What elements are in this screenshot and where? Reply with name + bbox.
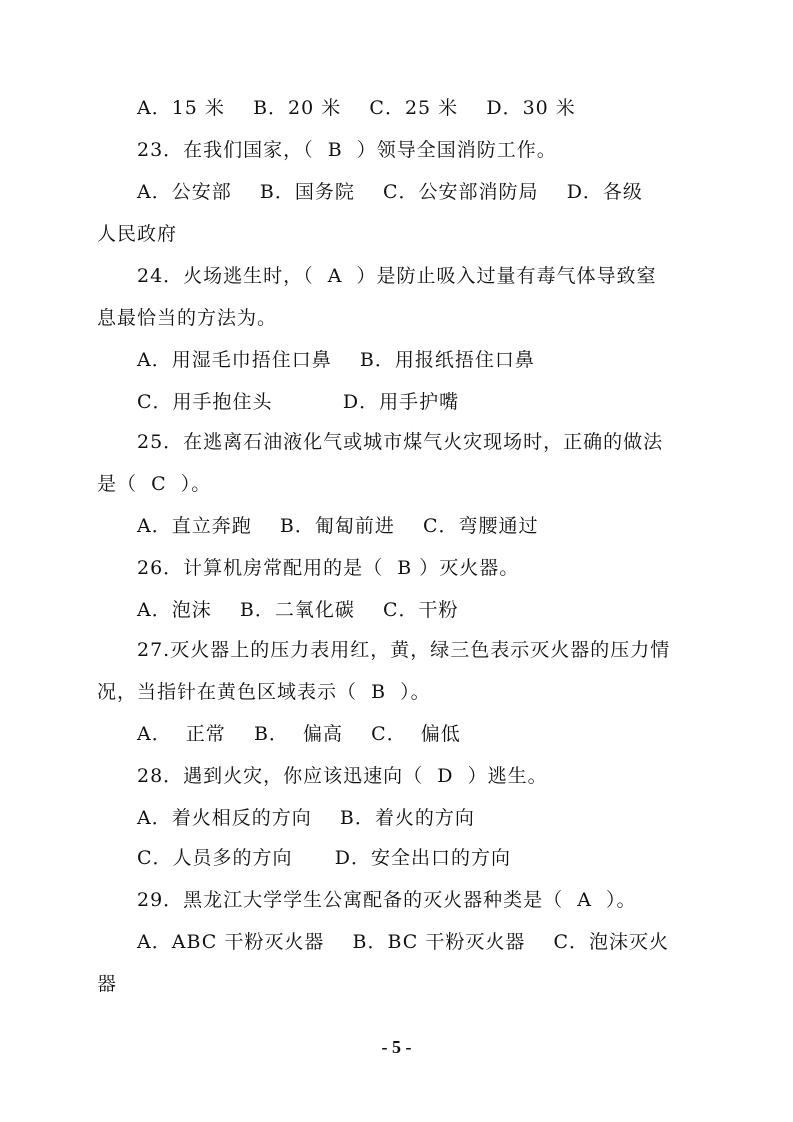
q28-question: 28．遇到火灾，你应该迅速向（ D ）逃生。 — [137, 765, 548, 787]
q25-options: A．直立奔跑 B．匍匐前进 C．弯腰通过 — [137, 515, 539, 537]
q25-question: 25．在逃离石油液化气或城市煤气火灾现场时，正确的做法 — [137, 431, 664, 453]
q24-options-ab: A．用湿毛巾捂住口鼻 B．用报纸捂住口鼻 — [137, 349, 535, 371]
q28-options-cd: C．人员多的方向 D．安全出口的方向 — [137, 847, 512, 869]
q23-options: A．公安部 B．国务院 C．公安部消防局 D．各级 — [137, 181, 643, 203]
q27-question-cont: 况，当指针在黄色区域表示（ B ）。 — [97, 681, 431, 703]
q22-options: A．15 米 B．20 米 C．25 米 D．30 米 — [137, 97, 576, 119]
q23-options-cont: 人民政府 — [97, 223, 178, 245]
q28-options-ab: A．着火相反的方向 B．着火的方向 — [137, 807, 475, 829]
q29-question: 29．黑龙江大学学生公寓配备的灭火器种类是（ A ）。 — [137, 889, 637, 911]
q25-question-cont: 是（ C ）。 — [97, 473, 212, 495]
q29-options: A．ABC 干粉灭火器 B．BC 干粉灭火器 C．泡沫灭火 — [137, 931, 670, 953]
q26-question: 26．计算机房常配用的是（ B ）灭火器。 — [137, 557, 520, 579]
q29-options-cont: 器 — [97, 973, 118, 995]
q23-question: 23．在我们国家，（ B ）领导全国消防工作。 — [137, 139, 557, 161]
q24-question: 24．火场逃生时，（ A ）是防止吸入过量有毒气体导致窒 — [137, 265, 657, 287]
q27-question: 27.灭火器上的压力表用红，黄，绿三色表示灭火器的压力情 — [137, 639, 671, 661]
page-number: - 5 - — [381, 1037, 412, 1057]
q26-options: A．泡沫 B．二氧化碳 C．干粉 — [137, 599, 459, 621]
q24-options-cd: C．用手抱住头 D．用手护嘴 — [137, 391, 460, 413]
q27-options: A． 正常 B． 偏高 C． 偏低 — [137, 723, 461, 745]
q24-question-cont: 息最恰当的方法为。 — [97, 307, 278, 329]
